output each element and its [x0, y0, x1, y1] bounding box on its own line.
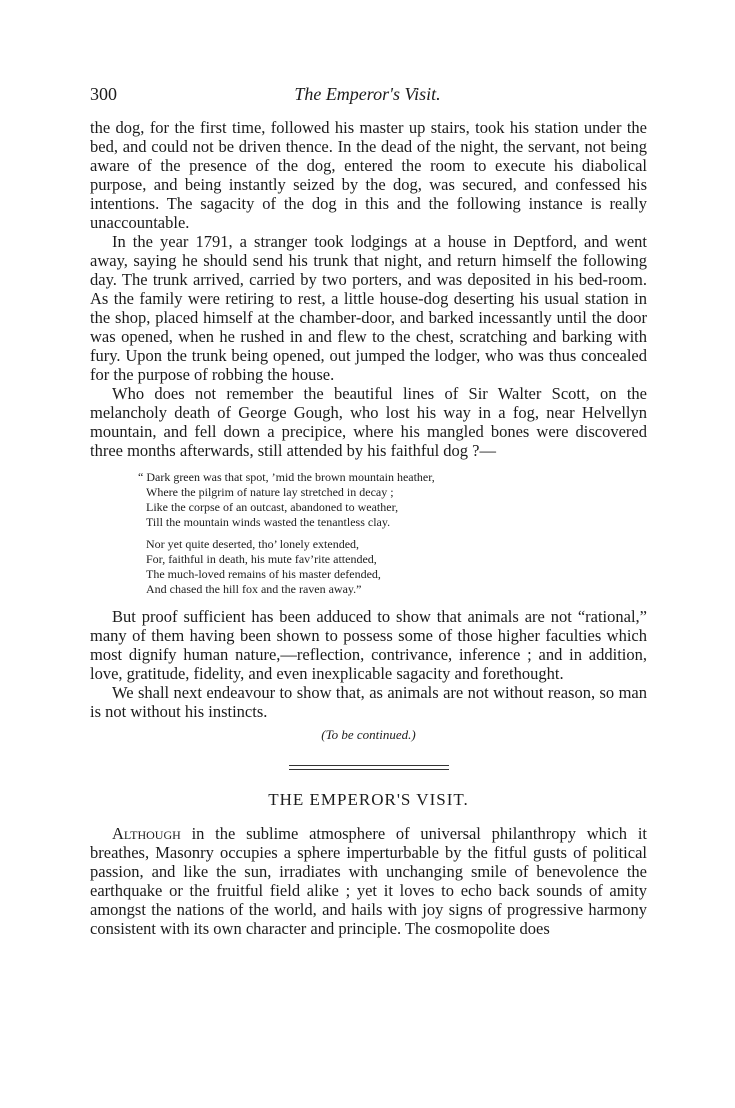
- paragraph-dog-night: the dog, for the first time, followed his master up stairs, took his station under the bed, and could not be driven thence. In the dead of the night, the servant, not being aware of the presence of the dog, entered the room to execute his diabolical purpose, and being instantly seized by the dog, was secured, and confessed his intentions. The sagacity of the dog in this and the following instance is really unaccountable.: [90, 118, 647, 232]
- section-divider: [289, 765, 449, 770]
- verse-quotation: [138, 470, 647, 597]
- to-be-continued: (To be continued.): [321, 727, 416, 742]
- verse-line: And chased the hill fox and the raven away.”: [146, 582, 362, 596]
- drop-word: Although: [112, 824, 181, 843]
- divider-line: [289, 769, 449, 770]
- page-body: [90, 118, 647, 938]
- verse-line: Where the pilgrim of nature lay stretched in decay ;: [146, 485, 394, 499]
- verse-line: Like the corpse of an outcast, abandoned to weather,: [146, 500, 399, 514]
- paragraph-walter-scott: Who does not remember the beautiful lines of Sir Walter Scott, on the melancholy death of George Gough, who lost his way in a fog, near Helvellyn mountain, and fell down a precipice, where his mangled bones were discovered three months afterwards, still attended by his faithful dog ?—: [90, 384, 647, 460]
- paragraph-proof: But proof sufficient has been adduced to show that animals are not “rational,” many of them having been shown to possess some of those higher faculties which most dignify human nature,—reflection, contrivance, inference ; and in addition, love, gratitude, fidelity, and even inexplicable sagacity and forethought.: [90, 607, 647, 683]
- verse-stanza-1: [138, 470, 647, 530]
- divider-line: [289, 765, 449, 766]
- paragraph-deptford: In the year 1791, a stranger took lodgings at a house in Deptford, and went away, saying he should send his trunk that night, and return himself the following day. The trunk arrived, carried by two porters, and was deposited in his bed-room. As the family were retiring to rest, a little house-dog deserting his usual station in the shop, placed himself at the chamber-door, and barked incessantly until the door was opened, when he rushed in and flew to the chest, scratching and barking with fury. Upon the trunk being opened, out jumped the lodger, who was thus concealed for the purpose of robbing the house.: [90, 232, 647, 384]
- verse-line: Till the mountain winds wasted the tenantless clay.: [146, 515, 391, 529]
- verse-line: For, faithful in death, his mute fav’rite attended,: [146, 552, 377, 566]
- section-title: THE EMPEROR'S VISIT.: [268, 790, 469, 809]
- verse-line: “ Dark green was that spot, ’mid the brown mountain heather,: [138, 470, 435, 484]
- paragraph-text: in the sublime atmosphere of universal philanthropy which it breathes, Masonry occupies a sphere imperturbable by the fitful gusts of political passion, and like the sun, irradiates with unchanging smile of benevolence the earthquake or the fruitful field alike ; yet it loves to echo back sounds of amity amongst the nations of the world, and hails with joy signs of progressive harmony consistent with its own character and principle. The cosmopolite does: [90, 824, 647, 938]
- paragraph-instincts: We shall next endeavour to show that, as animals are not without reason, so man is not without his instincts.: [90, 683, 647, 721]
- page-number: 300: [90, 84, 117, 104]
- verse-stanza-2: [146, 537, 647, 597]
- running-title: The Emperor's Visit.: [294, 84, 441, 104]
- verse-line: Nor yet quite deserted, tho’ lonely extended,: [146, 537, 360, 551]
- page-header: [90, 84, 645, 106]
- paragraph-emperors-visit: [90, 824, 647, 938]
- verse-line: The much-loved remains of his master defended,: [146, 567, 381, 581]
